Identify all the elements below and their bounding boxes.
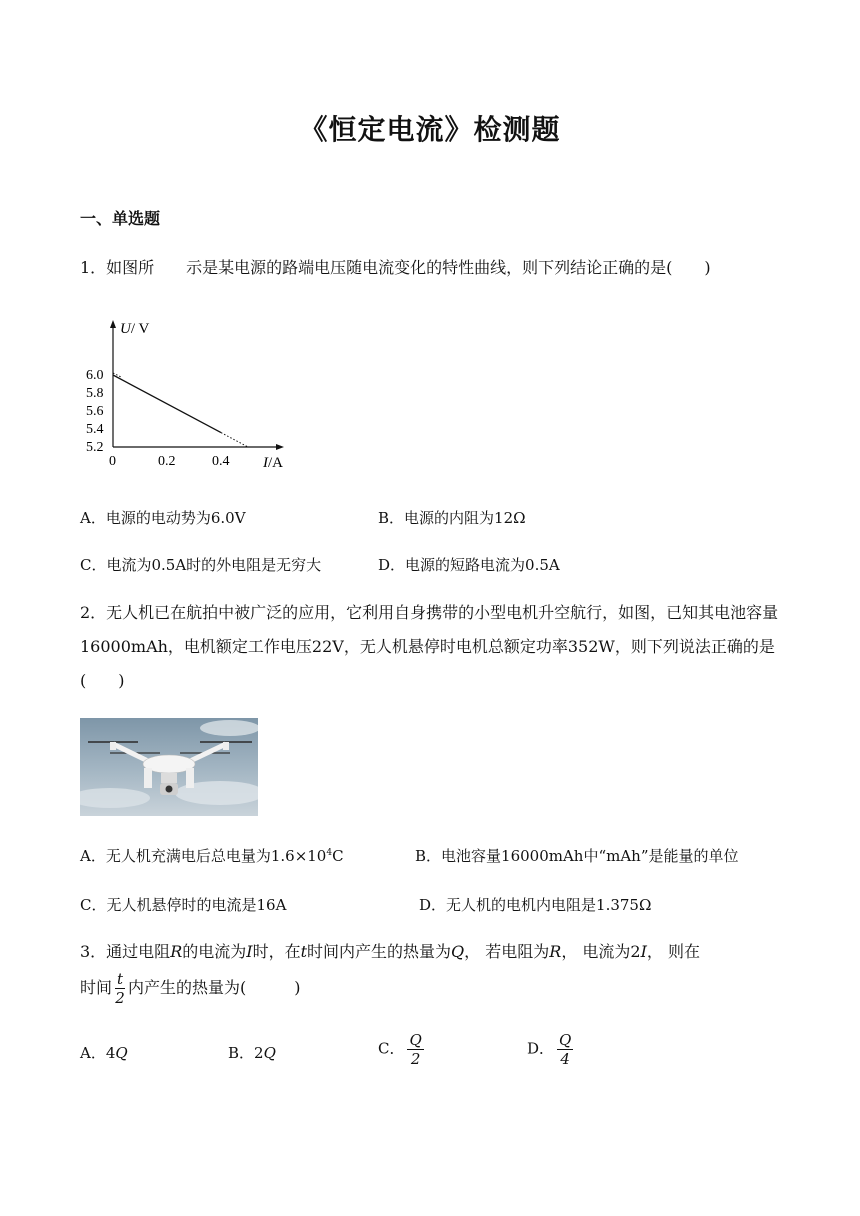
characteristic-line-solid (113, 375, 221, 433)
y-tick-label: 5.2 (86, 440, 104, 455)
y-axis-label: U/ V (120, 321, 150, 337)
x-tick-label: 0.2 (158, 454, 176, 469)
y-tick-label: 5.8 (86, 386, 104, 401)
q3-stem-line2: 时间 $\frac{t}{2}$ 内产生的热量为( ) (80, 970, 301, 1007)
q2-option-a: A．无人机充满电后总电量为$1.6\times 10^4C$ (80, 847, 344, 865)
q1-option-c: C．电流为0.5A时的外电阻是无穷大 (80, 556, 322, 574)
q1-option-a: A．电源的电动势为6.0V (80, 509, 246, 527)
characteristic-line-dotted-end (221, 433, 248, 447)
q1-ui-chart (80, 312, 300, 478)
q2-option-c: C．无人机悬停时的电流是16A (80, 896, 287, 914)
q3-option-c: C． $\frac{Q}{2}$ (378, 1031, 422, 1068)
y-tick-label: 6.0 (86, 368, 104, 383)
q3-option-b: B．2Q (228, 1044, 276, 1062)
y-tick-label: 5.4 (86, 422, 104, 437)
q1-option-b: B．电源的内阻为12Ω (378, 509, 526, 527)
x-tick-label: 0 (109, 454, 116, 469)
q2-option-b: B．电池容量16000mAh中“mAh”是能量的单位 (415, 847, 739, 865)
x-tick-label: 0.4 (212, 454, 230, 469)
section-heading: 一、单选题 (80, 209, 161, 228)
fraction-t-over-2: $\frac{t}{2}$ (115, 970, 125, 1007)
q3-option-d: D． $\frac{Q}{4}$ (527, 1031, 572, 1068)
q1-stem: 1．如图所 示是某电源的路端电压随电流变化的特性曲线，则下列结论正确的是( ) (80, 258, 711, 277)
q1-option-d: D．电源的短路电流为0.5A (378, 556, 560, 574)
q2-option-d: D．无人机的电机内电阻是1.375Ω (419, 896, 652, 914)
page-title: 《恒定电流》检测题 (299, 113, 561, 146)
drone-photo (80, 718, 258, 816)
x-axis-label: I/A (263, 455, 283, 471)
q2-stem: 2．无人机已在航拍中被广泛的应用，它利用自身携带的小型电机升空航行，如图，已知其电池容量16000mAh，电机额定工作电压22V，无人机悬停时电机总额定功率352W，则下列说法正确的是( ) (80, 603, 779, 690)
q3-stem-line1: 3．通过电阻R的电流为I时，在t时间内产生的热量为Q， 若电阻为R， 电流为2I， 则在 (80, 942, 701, 961)
q3-option-a: A．4Q (80, 1044, 128, 1062)
y-tick-label: 5.6 (86, 404, 104, 419)
